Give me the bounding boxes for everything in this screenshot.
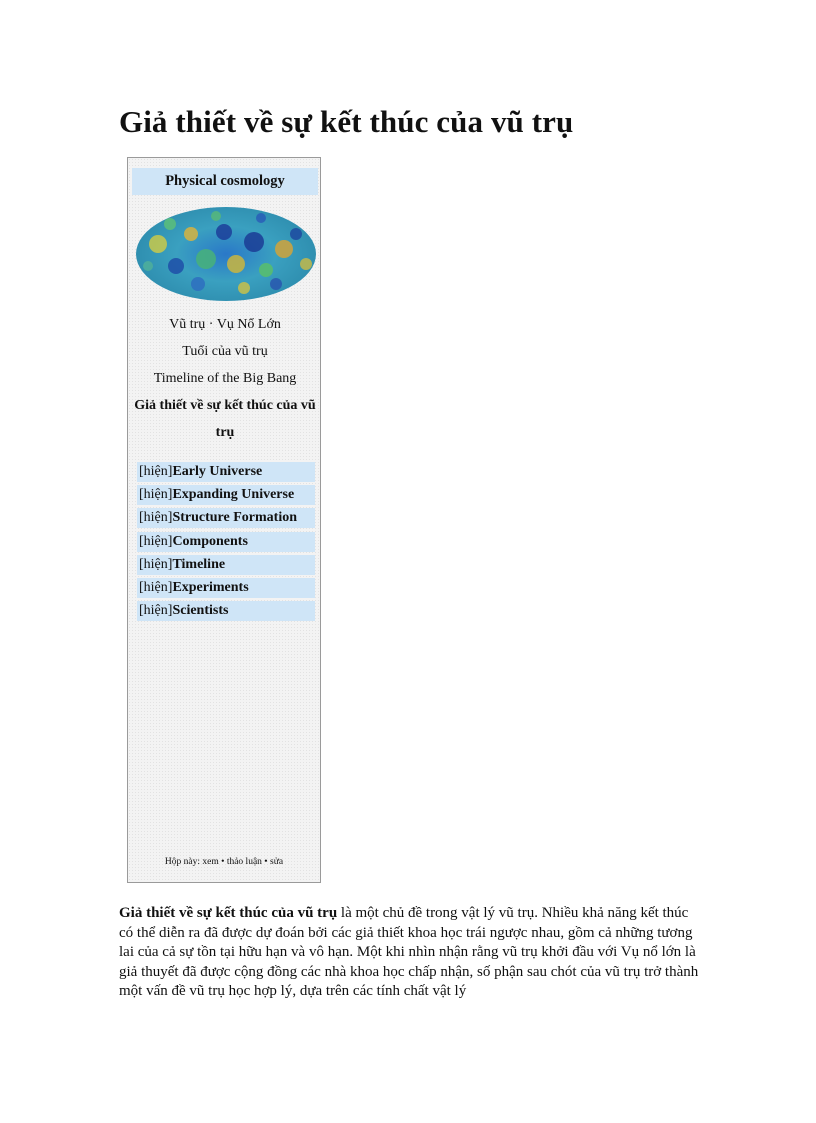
section-scientists[interactable]	[137, 601, 315, 621]
section-label: Timeline	[172, 556, 226, 572]
footer-separator: •	[218, 857, 227, 867]
section-label: Experiments	[172, 579, 249, 595]
cosmology-infobox	[127, 157, 321, 883]
footer-prefix: Hộp này:	[164, 857, 201, 867]
section-toggle[interactable]: [hiện]	[139, 533, 173, 549]
link-age-of-universe[interactable]: Tuổi của vũ trụ	[182, 344, 268, 359]
current-page-label: Giả thiết về sự kết thúc của vũ trụ	[134, 398, 316, 440]
link-timeline-big-bang[interactable]: Timeline of the Big Bang	[153, 371, 297, 386]
section-experiments[interactable]	[137, 578, 315, 598]
footer-view-link[interactable]: xem	[202, 857, 219, 867]
section-expanding-universe[interactable]	[137, 485, 315, 505]
section-label: Expanding Universe	[172, 487, 295, 503]
section-label: Structure Formation	[172, 510, 297, 526]
infobox-links	[132, 311, 318, 446]
section-toggle[interactable]: [hiện]	[139, 603, 173, 619]
infobox-header: Physical cosmology	[132, 168, 318, 195]
section-timeline[interactable]	[137, 555, 315, 575]
section-components[interactable]	[137, 532, 315, 552]
section-label: Early Universe	[172, 464, 263, 479]
section-early-universe[interactable]	[137, 462, 315, 482]
cmb-sky-map-icon	[136, 204, 316, 304]
link-universe[interactable]: Vũ trụ	[169, 317, 206, 332]
section-toggle[interactable]: [hiện]	[139, 487, 173, 503]
section-toggle[interactable]: [hiện]	[139, 556, 173, 572]
infobox-footer	[128, 857, 320, 867]
section-toggle[interactable]: [hiện]	[139, 579, 173, 595]
link-separator: ·	[205, 317, 217, 332]
footer-edit-link[interactable]: sửa	[270, 857, 284, 867]
section-structure-formation[interactable]	[137, 508, 315, 528]
infobox-sections	[137, 462, 315, 624]
section-toggle[interactable]: [hiện]	[139, 510, 173, 526]
intro-paragraph	[119, 904, 704, 1002]
link-big-bang[interactable]: Vụ Nổ Lớn	[216, 317, 281, 332]
intro-term: Giả thiết về sự kết thúc của vũ trụ	[119, 905, 338, 921]
footer-separator: •	[261, 857, 270, 867]
footer-talk-link[interactable]: thảo luận	[226, 857, 262, 867]
section-label: Scientists	[172, 603, 229, 619]
infobox-link-line1	[132, 311, 318, 338]
section-label: Components	[172, 533, 248, 549]
intro-text: là một chủ đề trong vật lý vũ trụ. Nhiều khả năng kết thúc có thể diễn ra đã được dự đoán bởi các giả thiết khoa học trái ngược nhau, gồm cả những tương lai của cả sự tồn tại hữu hạn và vô hạn. Một khi nhìn nhận rằng vũ trụ khởi đầu với Vụ nổ lớn là giả thuyết đã được cộng đồng các nhà khoa học chấp nhận, số phận sau chót của vũ trụ trở thành một vấn đề vũ trụ học hợp lý, dựa trên các tính chất vật lý	[119, 905, 699, 1000]
section-toggle[interactable]: [hiện]	[139, 464, 173, 479]
page-title: Giả thiết về sự kết thúc của vũ trụ	[119, 104, 574, 139]
